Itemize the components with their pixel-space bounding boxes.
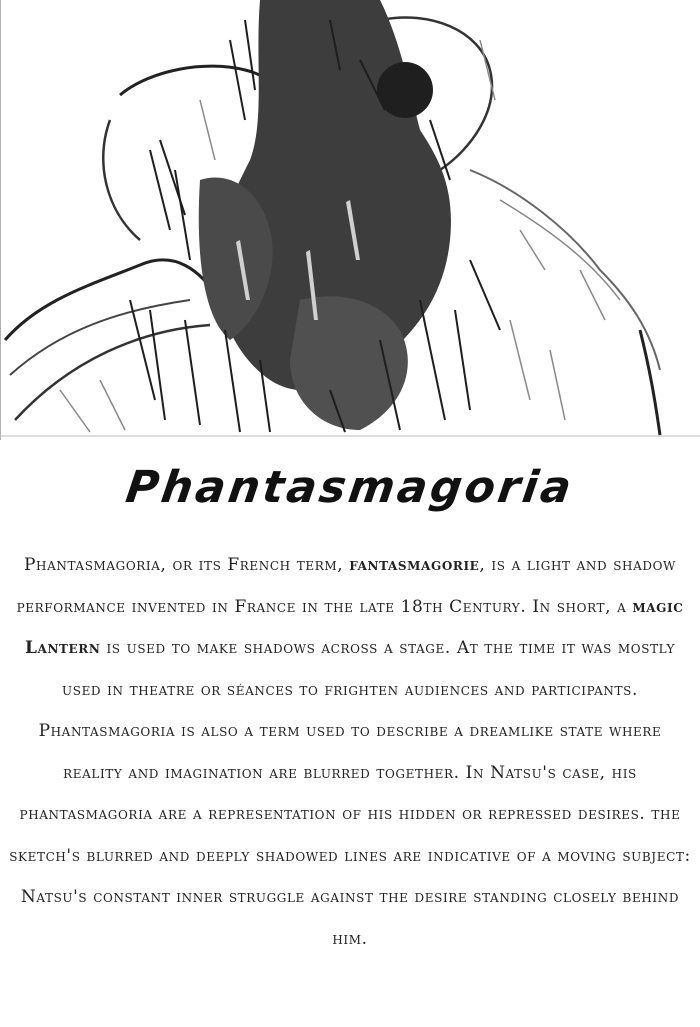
body-text [8,545,692,960]
paragraph-definition-part3: is used to make shadows across a stage. At the time it was mostly used in theatre or séances to frighten audiences and participants. [62,638,675,700]
paragraph-definition-part2: , is a light and shadow performance invented in France in the late 18th Century. In short, a [16,555,676,617]
sketch-illustration [0,0,700,440]
term-fantasmagorie: fantasmagorie [349,555,480,575]
paragraph-definition [8,545,692,711]
paragraph-definition-part1: Phantasmagoria, or its French term, [24,555,350,575]
paragraph-interpretation: Phantasmagoria is also a term used to describe a dreamlike state where reality and imagination are blurred together. In Natsu's case, his phantasmagoria are a representation of his hidden or repressed desires. the sketch's blurred and deeply shadowed lines are indicative of a moving subject: Natsu's constant inner struggle against the desire standing closely behind him. [9,721,691,949]
term-magic-lantern: magic Lantern [24,596,684,658]
page-title: Phantasmagoria [122,462,578,513]
